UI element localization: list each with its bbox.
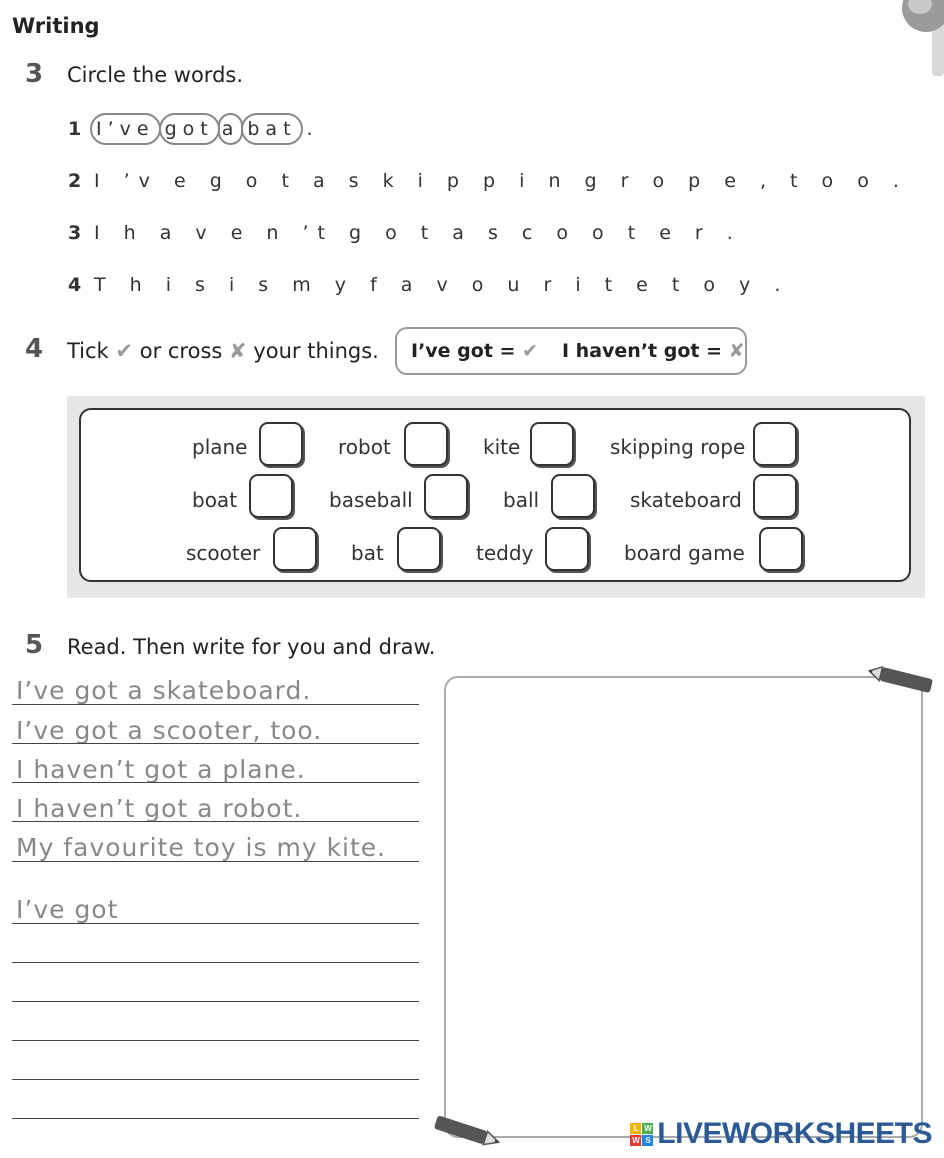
key-box [395,327,747,375]
answer-line[interactable] [12,1001,419,1002]
model-line-1: I’ve got a skateboard. [16,676,312,705]
model-line-2: I’ve got a scooter, too. [16,716,323,745]
item-label-teddy: teddy [476,541,534,565]
instruction-text: your things. [253,339,379,363]
writing-line [12,821,419,822]
answer-line[interactable] [12,1040,419,1041]
sentence-number: 3 [68,222,82,244]
circled-word[interactable]: I’ve [90,113,161,145]
logo-text: LIVEWORKSHEETS [657,1117,932,1150]
letter-string[interactable]: I ’v e g o t a s k i p p i n g r o p e , t o o . [94,170,908,192]
exercise-3-number: 3 [25,59,44,89]
exercise-4-number: 4 [25,334,44,364]
globe-decoration-icon [896,0,944,76]
tick-icon: ✔ [115,339,134,363]
sentence-number: 4 [68,274,82,296]
checkbox-baseball[interactable] [424,474,468,518]
pencil-icon [430,1115,504,1151]
item-label-baseball: baseball [329,488,413,512]
item-label-board-game: board game [624,541,745,565]
circled-word[interactable]: a [218,113,244,145]
writing-line [12,861,419,862]
instruction-text: or cross [139,339,223,363]
sentence-number: 1 [68,118,82,140]
checkbox-board-game[interactable] [759,527,803,571]
cross-icon: ✘ [229,339,247,363]
sentence-1 [68,113,313,145]
writing-line [12,743,419,744]
model-line-3: I haven’t got a plane. [16,755,306,784]
checkbox-teddy[interactable] [545,527,589,571]
sentence-2[interactable] [68,170,908,192]
exercise-3-instruction: Circle the words. [67,63,244,87]
item-label-scooter: scooter [186,541,261,565]
sentence-end: . [306,118,313,140]
sentence-4[interactable] [68,274,789,296]
exercise-4-instruction [67,339,379,363]
liveworksheets-logo [630,1117,932,1151]
drawing-area[interactable] [444,676,923,1138]
pencil-icon [866,662,938,698]
checkbox-robot[interactable] [404,422,448,466]
item-label-bat: bat [351,541,384,565]
answer-line[interactable] [12,1118,419,1119]
letter-string[interactable]: T h i s i s m y f a v o u r i t e t o y . [94,274,790,296]
answer-line[interactable] [12,962,419,963]
checkbox-bat[interactable] [397,527,441,571]
cross-icon: ✘ [728,340,745,362]
instruction-text: Tick [67,339,109,363]
checkbox-skipping-rope[interactable] [753,422,797,466]
checkbox-scooter[interactable] [273,527,317,571]
writing-line [12,782,419,783]
exercise-5-instruction: Read. Then write for you and draw. [67,635,436,659]
sentence-3[interactable] [68,222,742,244]
circled-word[interactable]: got [159,113,220,145]
checkbox-kite[interactable] [530,422,574,466]
sentence-number: 2 [68,170,82,192]
item-label-robot: robot [338,435,391,459]
circled-word[interactable]: bat [241,113,302,145]
item-label-ball: ball [503,488,540,512]
checkbox-skateboard[interactable] [753,474,797,518]
exercise-5-number: 5 [25,630,44,660]
answer-line[interactable] [12,923,419,924]
key-not: I haven’t got = ✘ [562,340,745,362]
section-heading: Writing [12,14,100,38]
checkbox-boat[interactable] [249,474,293,518]
letter-string[interactable]: I h a v e n ’t g o t a s c o o t e r . [94,222,742,244]
model-line-4: I haven’t got a robot. [16,794,303,823]
logo-squares-icon: L W W S [632,1123,652,1145]
writing-line [12,704,419,705]
key-got: I’ve got = ✔ [411,340,538,362]
item-label-skipping-rope: skipping rope [610,435,746,459]
starter-text: I’ve got [16,895,119,924]
tick-icon: ✔ [522,340,538,362]
answer-line[interactable] [12,1079,419,1080]
item-label-boat: boat [192,488,238,512]
item-label-skateboard: skateboard [630,488,742,512]
checkbox-plane[interactable] [259,422,303,466]
item-label-kite: kite [483,435,521,459]
model-line-5: My favourite toy is my kite. [16,833,387,862]
item-label-plane: plane [192,435,248,459]
checkbox-ball[interactable] [551,474,595,518]
